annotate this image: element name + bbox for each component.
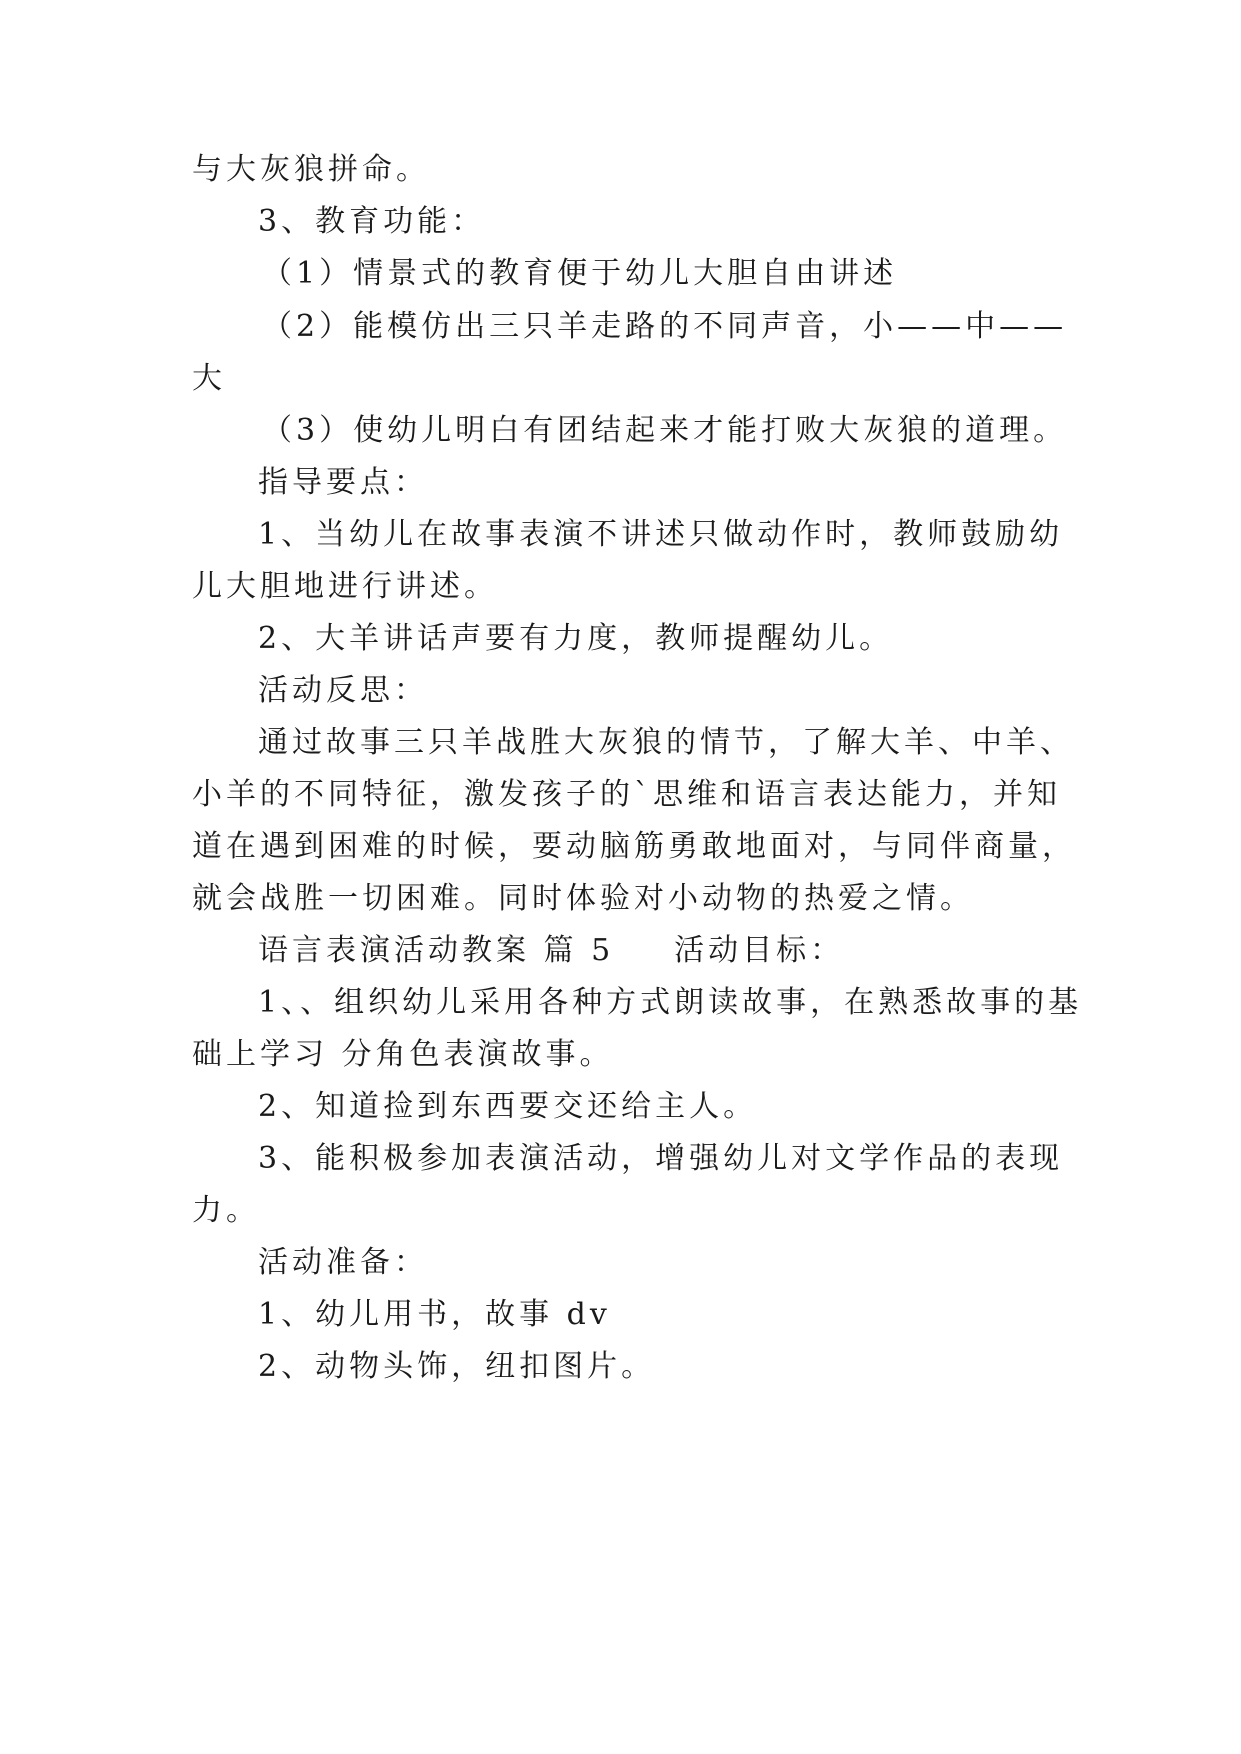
section-heading-lesson-5	[258, 931, 1138, 971]
list-item: （1）情景式的教育便于幼儿大胆自由讲述	[262, 256, 898, 291]
section-heading-reflection: 活动反思：	[258, 673, 428, 708]
paragraph-line: 力。	[192, 1193, 260, 1228]
paragraph-line: 道在遇到困难的时候，要动脑筋勇敢地面对，与同伴商量，	[192, 829, 1076, 864]
paragraph-line: 3、能积极参加表演活动，增强幼儿对文学作品的表现	[258, 1141, 1064, 1176]
paragraph-line: 2、大羊讲话声要有力度，教师提醒幼儿。	[258, 621, 894, 656]
lesson-title: 语言表演活动教案 篇 5	[258, 933, 615, 968]
paragraph-line: 础上学习 分角色表演故事。	[192, 1037, 614, 1072]
section-heading-education-function: 3、教育功能：	[258, 204, 486, 239]
list-item: （3）使幼儿明白有团结起来才能打败大灰狼的道理。	[262, 413, 1068, 448]
text-line: 大	[192, 361, 226, 396]
section-heading-preparation: 活动准备：	[258, 1245, 428, 1280]
paragraph-line: 1、当幼儿在故事表演不讲述只做动作时，教师鼓励幼	[258, 517, 1064, 552]
list-item: （2）能模仿出三只羊走路的不同声音，小——中——	[262, 309, 1068, 344]
paragraph-line: 2、知道捡到东西要交还给主人。	[258, 1089, 758, 1124]
text-line: 与大灰狼拼命。	[192, 152, 430, 187]
list-item: 2、动物头饰，纽扣图片。	[258, 1349, 656, 1384]
paragraph-line: 通过故事三只羊战胜大灰狼的情节，了解大羊、中羊、	[258, 725, 1074, 760]
paragraph-line: 小羊的不同特征，激发孩子的`思维和语言表达能力，并知	[192, 777, 1061, 812]
paragraph-line: 1、、组织幼儿采用各种方式朗读故事，在熟悉故事的基	[258, 985, 1083, 1020]
section-heading-guidance: 指导要点：	[258, 465, 428, 500]
paragraph-line: 儿大胆地进行讲述。	[192, 569, 498, 604]
lesson-subtitle: 活动目标：	[674, 933, 845, 968]
list-item: 1、幼儿用书，故事 dv	[258, 1297, 611, 1332]
paragraph-line: 就会战胜一切困难。同时体验对小动物的热爱之情。	[192, 881, 974, 916]
